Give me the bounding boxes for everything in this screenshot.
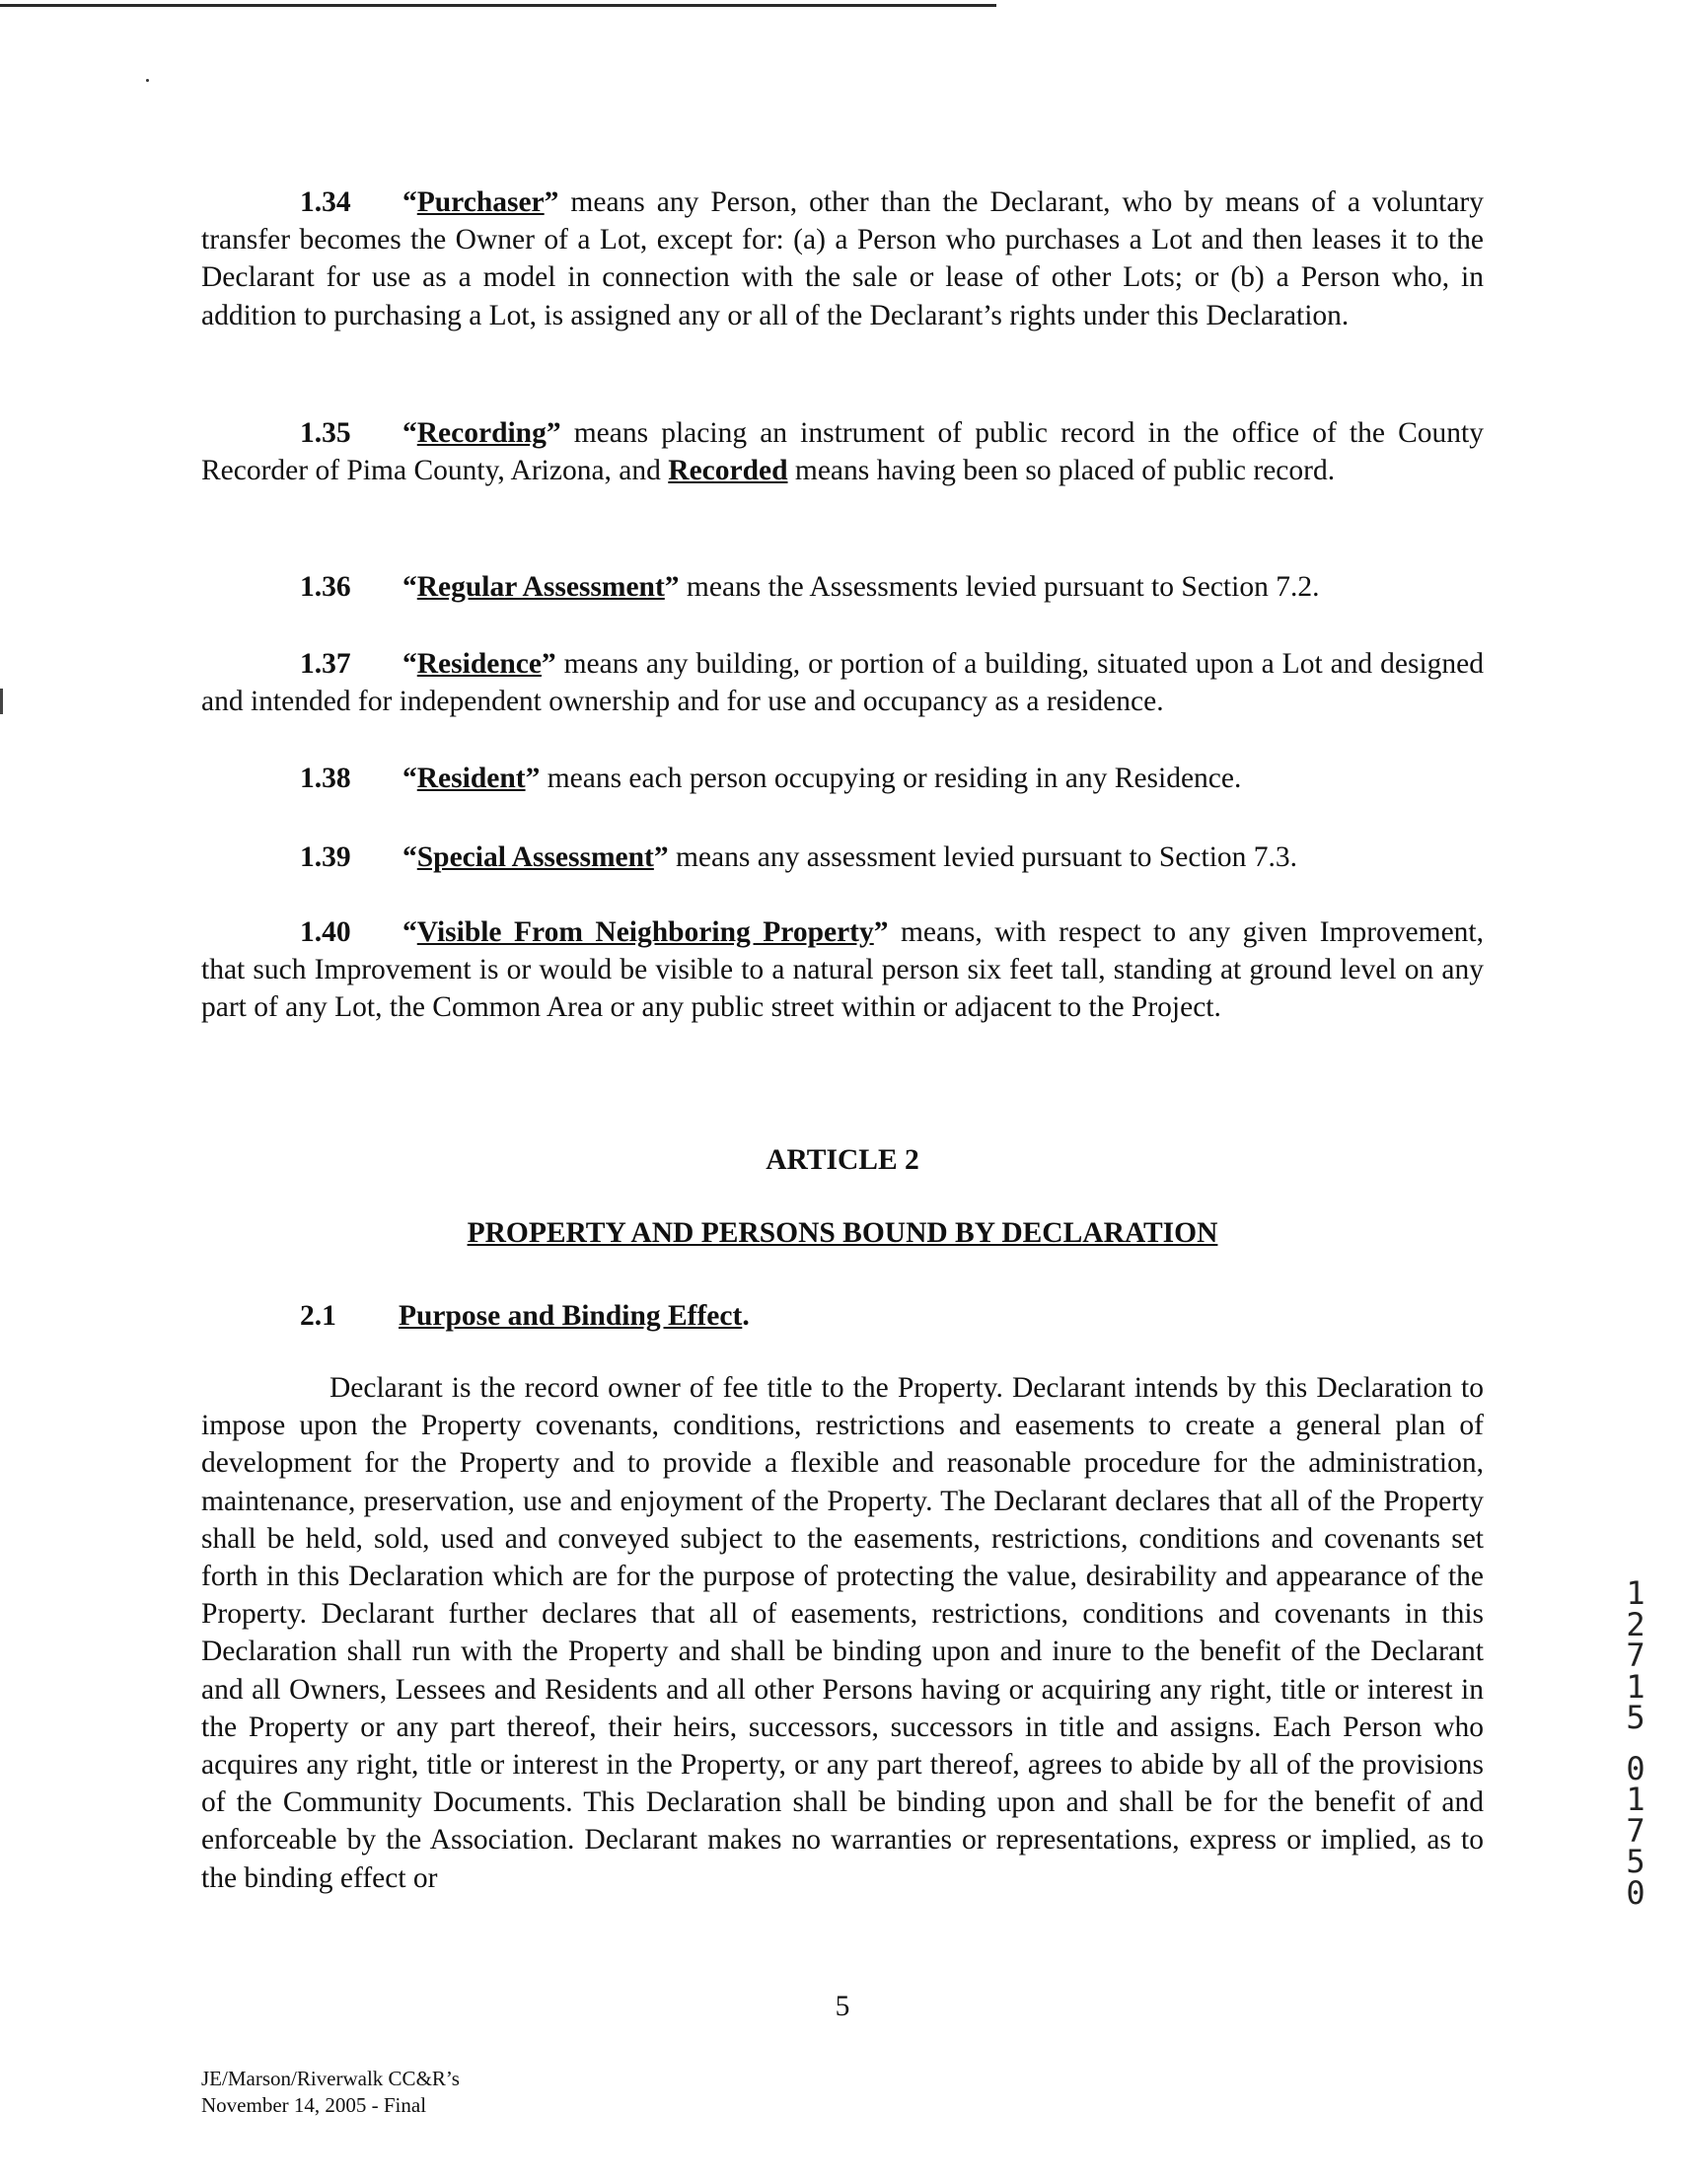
defined-term: Purchaser <box>416 186 545 218</box>
stamp-digit: 7 <box>1626 1811 1645 1850</box>
recording-stamp <box>1616 1574 1655 1912</box>
section-body: Declarant is the record owner of fee title to the Property. Declarant intends by this Declaration to impose upon the Property covenants, conditions, restrictions and easements to create a general plan of development for the Property and to provide a flexible and reasonable procedure for the administration, maintenance, preservation, use and enjoyment of the Property. The Declarant declares that all of the Property shall be held, sold, used and conveyed subject to the easements, restrictions, conditions and covenants set forth in this Declaration which are for the purpose of protecting the value, desirability and appearance of the Property. Declarant further declares that all of easements, restrictions, conditions and covenants in this Declaration shall run with the Property and shall be binding upon and inure to the benefit of the Declarant and all Owners, Lessees and Residents and all other Persons having or acquiring any right, title or interest in the Property or any part thereof, their heirs, successors, successors in title and assigns. Each Person who acquires any right, title or interest in the Property, or any part thereof, agrees to abide by all of the provisions of the Community Documents. This Declaration shall be binding upon and shall be for the benefit of and enforceable by the Association. Declarant makes no warranties or representations, express or implied, as to the binding effect or <box>201 1372 1484 1894</box>
stamp-digit: 0 <box>1626 1749 1645 1787</box>
footer-line-2: November 14, 2005 - Final <box>201 2093 427 2117</box>
definition-1-34: 1.34 “Purchaser” means any Person, other than the Declarant, who by means of a voluntary transfer becomes the Owner of a Lot, except for: (a) a Person who purchases a Lot and then leases it to the Declarant for use as a model in connection with the sale or lease of other Lots; or (b) a Person who, in addition to purchasing a Lot, is assigned any or all of the Declarant’s rights under this Declaration. <box>201 186 1484 331</box>
stamp-digit: 1 <box>1626 1781 1645 1818</box>
defined-term: Recording <box>416 417 547 449</box>
top-scan-rule <box>0 4 996 7</box>
stamp-digit: 1 <box>1626 1667 1645 1706</box>
footer <box>201 2066 460 2119</box>
defined-term: Regular Assessment <box>416 571 665 603</box>
definition-1-39: 1.39 “Special Assessment” means any assessment levied pursuant to Section 7.3. <box>300 841 1298 873</box>
defined-term: Visible From Neighboring Property <box>416 916 874 948</box>
scan-edge-mark <box>0 689 3 714</box>
stamp-digit: 0 <box>1626 1873 1645 1912</box>
defined-term: Recorded <box>668 455 788 487</box>
stamp-digit: 5 <box>1626 1699 1645 1736</box>
article-subtitle: PROPERTY AND PERSONS BOUND BY DECLARATION <box>467 1217 1218 1249</box>
page-number: 5 <box>835 1991 850 2022</box>
stamp-digit: 7 <box>1626 1637 1645 1674</box>
stamp-digit: 2 <box>1626 1605 1645 1643</box>
definition-1-38: 1.38 “Resident” means each person occupying or residing in any Residence. <box>300 763 1242 794</box>
definition-1-36: 1.36 “Regular Assessment” means the Assessments levied pursuant to Section 7.2. <box>300 571 1320 603</box>
stamp-digit: 5 <box>1626 1843 1645 1880</box>
section-heading: 2.1 Purpose and Binding Effect. <box>300 1300 750 1332</box>
definition-1-40: 1.40 “Visible From Neighboring Property” means, with respect to any given Improvement, that such Improvement is or would be visible to a natural person six feet tall, standing at ground level on any part of any Lot, the Common Area or any public street within or adjacent to the Project. <box>201 916 1484 1024</box>
defined-term: Residence <box>416 648 542 680</box>
stamp-digit: 1 <box>1626 1574 1645 1612</box>
defined-term: Special Assessment <box>416 841 654 873</box>
section-title: Purpose and Binding Effect <box>399 1300 743 1332</box>
definition-1-37: 1.37 “Residence” means any building, or portion of a building, situated upon a Lot and designed and intended for independent ownership and for use and occupancy as a residence. <box>201 648 1484 718</box>
definition-1-35: 1.35 “Recording” means placing an instrument of public record in the office of the County Recorder of Pima County, Arizona, and Recorded means having been so placed of public record. <box>201 417 1484 487</box>
scan-speck <box>146 79 149 82</box>
footer-line-1: JE/Marson/Riverwalk CC&R’s <box>201 2067 460 2090</box>
section-number: 2.1 <box>300 1300 336 1332</box>
article-title: ARTICLE 2 <box>766 1144 919 1176</box>
defined-term: Resident <box>416 763 526 794</box>
